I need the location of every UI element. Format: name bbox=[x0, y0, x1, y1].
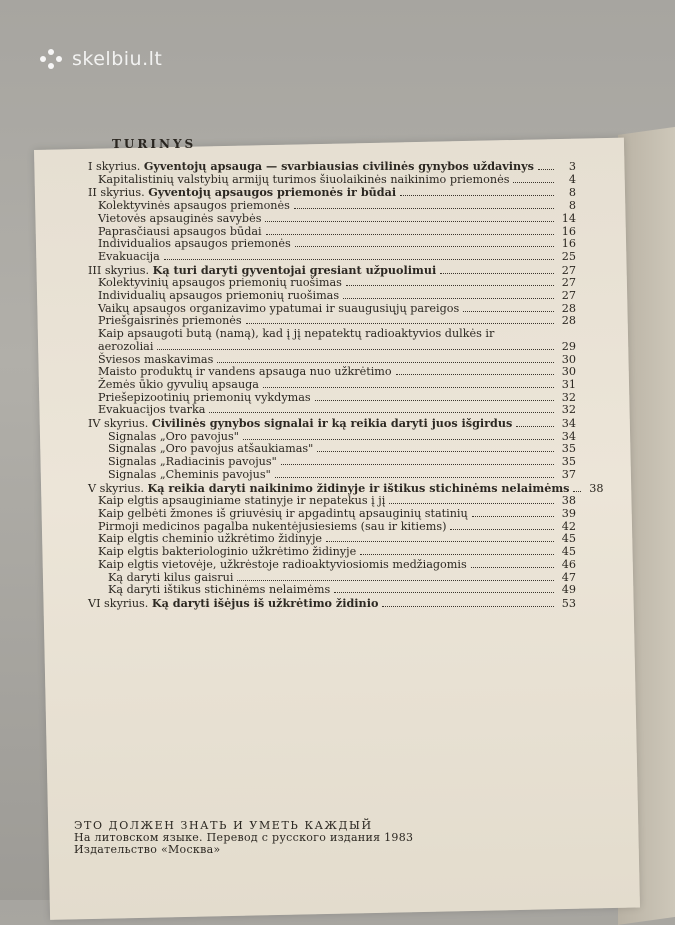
toc-page-number: 46 bbox=[561, 557, 576, 571]
toc-page-number: 47 bbox=[561, 570, 576, 584]
toc-entry-prefix: Ką daryti kilus gaisrui bbox=[108, 570, 234, 584]
toc-leader-dots bbox=[157, 349, 554, 350]
toc-page-number: 53 bbox=[561, 596, 576, 610]
toc-entry-prefix: Individualių apsaugos priemonių ruošimas bbox=[98, 289, 340, 303]
toc-page-number: 42 bbox=[561, 519, 576, 533]
toc-page-number: 8 bbox=[568, 186, 576, 200]
toc-page-number: 29 bbox=[561, 339, 576, 353]
toc-entry-prefix: Kaip elgtis vietovėje, užkrėstoje radioaktyviosiomis medžiagomis bbox=[98, 557, 467, 571]
toc-entry-title bbox=[88, 597, 378, 611]
toc-entry-prefix: IV skyrius. bbox=[88, 417, 152, 431]
toc-entry-prefix: Individualios apsaugos priemonės bbox=[98, 237, 291, 251]
toc-entry-prefix: Signalas „Radiacinis pavojus" bbox=[108, 455, 277, 469]
toc-chapter-row bbox=[88, 160, 576, 174]
toc-page-number: 38 bbox=[589, 481, 604, 495]
toc-page-number: 27 bbox=[561, 276, 576, 290]
toc-leader-dots bbox=[538, 169, 554, 170]
toc-entry-bold-title: Ką reikia daryti naikinimo židinyje ir ištikus stichinėms nelaimėms bbox=[147, 480, 570, 495]
toc-entry-prefix: Priešgaisrinės priemonės bbox=[98, 314, 242, 328]
toc-leader-dots bbox=[326, 541, 554, 542]
imprint-language-line: На литовском языке. Перевод с русского издания 1983 bbox=[74, 831, 414, 844]
toc-page-number: 32 bbox=[561, 403, 576, 417]
toc-entry-prefix: Vaikų apsaugos organizavimo ypatumai ir suaugusiųjų pareigos bbox=[98, 301, 460, 315]
toc-leader-dots bbox=[382, 606, 554, 607]
toc-entry-prefix: I skyrius. bbox=[88, 160, 144, 173]
toc-page-number: 49 bbox=[561, 583, 576, 597]
toc-page-number: 4 bbox=[568, 172, 576, 186]
toc-leader-dots bbox=[400, 195, 554, 196]
toc-entry-prefix: Maisto produktų ir vandens apsauga nuo užkrėtimo bbox=[98, 365, 392, 379]
watermark-logo-icon bbox=[40, 49, 66, 69]
toc-leader-dots bbox=[334, 592, 554, 593]
toc-page-number: 35 bbox=[561, 442, 576, 456]
watermark-text: skelbiu.lt bbox=[72, 48, 163, 70]
toc-entry-prefix: Kaip elgtis cheminio užkrėtimo židinyje bbox=[98, 532, 323, 546]
toc-entry-prefix: III skyrius. bbox=[88, 263, 153, 277]
toc-leader-dots bbox=[263, 387, 554, 388]
toc-entry-prefix: Žemės ūkio gyvulių apsauga bbox=[98, 377, 259, 391]
toc-leader-dots bbox=[317, 451, 554, 452]
toc-leader-dots bbox=[164, 259, 554, 260]
toc-leader-dots bbox=[513, 182, 554, 183]
toc-entry-title bbox=[98, 251, 160, 264]
toc-entry-title bbox=[88, 186, 396, 200]
imprint-footer bbox=[74, 820, 554, 856]
toc-page-number: 8 bbox=[568, 199, 576, 213]
toc-chapter-row bbox=[88, 264, 576, 278]
toc-entry-title bbox=[88, 482, 569, 496]
toc-entry-prefix: Evakuacija bbox=[98, 249, 160, 263]
toc-entry-title bbox=[98, 328, 494, 341]
toc-entry-bold-title: Gyventojų apsaugos priemonės ir būdai bbox=[148, 185, 397, 200]
toc-entry-prefix: Kaip elgtis apsauginiame statinyje ir nepatekus į jį bbox=[98, 494, 386, 508]
toc-leader-dots bbox=[573, 491, 581, 492]
toc-leader-dots bbox=[346, 285, 554, 286]
toc-entry-prefix: Kolektyvinės apsaugos priemonės bbox=[98, 199, 290, 213]
toc-entry-prefix: Signalas „Oro pavojus atšaukiamas" bbox=[108, 442, 314, 456]
toc-page-number: 16 bbox=[561, 237, 576, 251]
toc-page-number: 28 bbox=[561, 314, 576, 328]
toc-entry-bold-title: Ką daryti išėjus iš užkrėtimo židinio bbox=[151, 595, 379, 610]
toc-chapter-row bbox=[88, 480, 604, 496]
toc-entry-prefix: Vietovės apsauginės savybės bbox=[98, 211, 262, 225]
toc-page-number: 27 bbox=[561, 263, 576, 277]
toc-chapter-row bbox=[88, 417, 576, 431]
toc-page-number: 45 bbox=[561, 532, 576, 546]
toc-leader-dots bbox=[246, 323, 554, 324]
toc-leader-dots bbox=[294, 208, 554, 209]
watermark bbox=[40, 48, 162, 70]
toc-page-number: 38 bbox=[561, 494, 576, 508]
toc-leader-dots bbox=[472, 516, 554, 517]
toc-leader-dots bbox=[463, 311, 554, 312]
toc-entry-prefix: Kolektyvinių apsaugos priemonių ruošimas bbox=[98, 276, 342, 290]
toc-leader-dots bbox=[209, 412, 554, 413]
toc-entry-prefix: Šviesos maskavimas bbox=[98, 352, 214, 366]
toc-page-number: 30 bbox=[561, 365, 576, 379]
toc-leader-dots bbox=[396, 374, 554, 375]
toc-entry-prefix: Kaip apsaugoti butą (namą), kad į jį nepatektų radioaktyvios dulkės ir bbox=[98, 327, 495, 341]
toc-entry-prefix: Kaip gelbėti žmones iš griuvėsių ir apgadintų apsauginių statinių bbox=[98, 506, 468, 520]
toc-leader-dots bbox=[315, 400, 554, 401]
toc-page-number: 28 bbox=[561, 301, 576, 315]
toc-entry-title bbox=[88, 160, 534, 174]
toc-page-number: 45 bbox=[561, 545, 576, 559]
toc-entry-prefix: II skyrius. bbox=[88, 186, 149, 200]
imprint-publisher-line: Издательство «Москва» bbox=[74, 843, 221, 856]
toc-section-row bbox=[88, 238, 576, 251]
toc-page-number: 16 bbox=[561, 224, 576, 238]
toc-entry-prefix: V skyrius. bbox=[88, 481, 148, 495]
toc-entry-bold-title: Civilinės gynybos signalai ir ką reikia daryti juos išgirdus bbox=[151, 416, 513, 431]
toc-page-number: 27 bbox=[561, 289, 576, 303]
toc-page-number: 34 bbox=[561, 429, 576, 443]
table-of-contents bbox=[88, 159, 604, 611]
toc-heading: TURINYS bbox=[112, 137, 197, 151]
toc-entry-bold-title: Ką turi daryti gyventojai gresiant užpuolimui bbox=[152, 262, 437, 277]
toc-entry-prefix: Kapitalistinių valstybių armijų turimos šiuolaikinės naikinimo priemonės bbox=[98, 172, 510, 186]
toc-entry-title bbox=[88, 417, 512, 431]
toc-entry-prefix: Priešepizootinių priemonių vykdymas bbox=[98, 390, 311, 404]
toc-leader-dots bbox=[243, 439, 554, 440]
toc-section-row bbox=[88, 328, 576, 341]
toc-leader-dots bbox=[471, 567, 554, 568]
toc-leader-dots bbox=[265, 221, 554, 222]
toc-chapter-row bbox=[88, 186, 576, 200]
toc-entry-title bbox=[88, 264, 436, 278]
toc-entry-prefix: Signalas „Cheminis pavojus" bbox=[108, 467, 271, 481]
toc-page-number: 34 bbox=[561, 417, 576, 431]
toc-entry-prefix: Pirmoji medicinos pagalba nukentėjusiesiems (sau ir kitiems) bbox=[98, 519, 447, 533]
toc-page-number: 32 bbox=[561, 390, 576, 404]
toc-page-number: 14 bbox=[561, 211, 576, 225]
imprint-title: ЭТО ДОЛЖЕН ЗНАТЬ И УМЕТЬ КАЖДЫЙ bbox=[74, 819, 373, 832]
toc-leader-dots bbox=[440, 273, 554, 274]
toc-page-number: 30 bbox=[561, 352, 576, 366]
toc-leader-dots bbox=[295, 246, 554, 247]
toc-entry-prefix: aerozoliai bbox=[98, 339, 154, 353]
toc-leader-dots bbox=[281, 464, 554, 465]
toc-entry-prefix: VI skyrius. bbox=[88, 596, 152, 610]
toc-leader-dots bbox=[343, 298, 554, 299]
toc-page-number: 3 bbox=[568, 160, 576, 173]
toc-leader-dots bbox=[450, 529, 554, 530]
toc-page-number: 35 bbox=[561, 455, 576, 469]
toc-page-number: 37 bbox=[561, 467, 576, 481]
toc-leader-dots bbox=[237, 580, 554, 581]
toc-leader-dots bbox=[389, 503, 554, 504]
toc-page-number: 31 bbox=[561, 377, 576, 391]
toc-leader-dots bbox=[516, 426, 554, 427]
toc-entry-prefix: Kaip elgtis bakteriologinio užkrėtimo židinyje bbox=[98, 545, 357, 559]
toc-leader-dots bbox=[360, 554, 554, 555]
toc-entry-prefix: Signalas „Oro pavojus" bbox=[108, 429, 239, 443]
toc-chapter-row bbox=[88, 597, 576, 611]
toc-leader-dots bbox=[217, 362, 554, 363]
toc-entry-bold-title: Gyventojų apsauga — svarbiausias civilinės gynybos uždavinys bbox=[143, 159, 534, 173]
toc-page-number: 39 bbox=[561, 506, 576, 520]
toc-entry-prefix: Evakuacijos tvarka bbox=[98, 403, 206, 417]
toc-entry-prefix: Ką daryti ištikus stichinėms nelaimėms bbox=[108, 583, 331, 597]
toc-page-number: 25 bbox=[561, 249, 576, 263]
toc-leader-dots bbox=[266, 234, 554, 235]
toc-leader-dots bbox=[275, 477, 554, 478]
toc-entry-prefix: Paprasčiausi apsaugos būdai bbox=[98, 224, 262, 238]
